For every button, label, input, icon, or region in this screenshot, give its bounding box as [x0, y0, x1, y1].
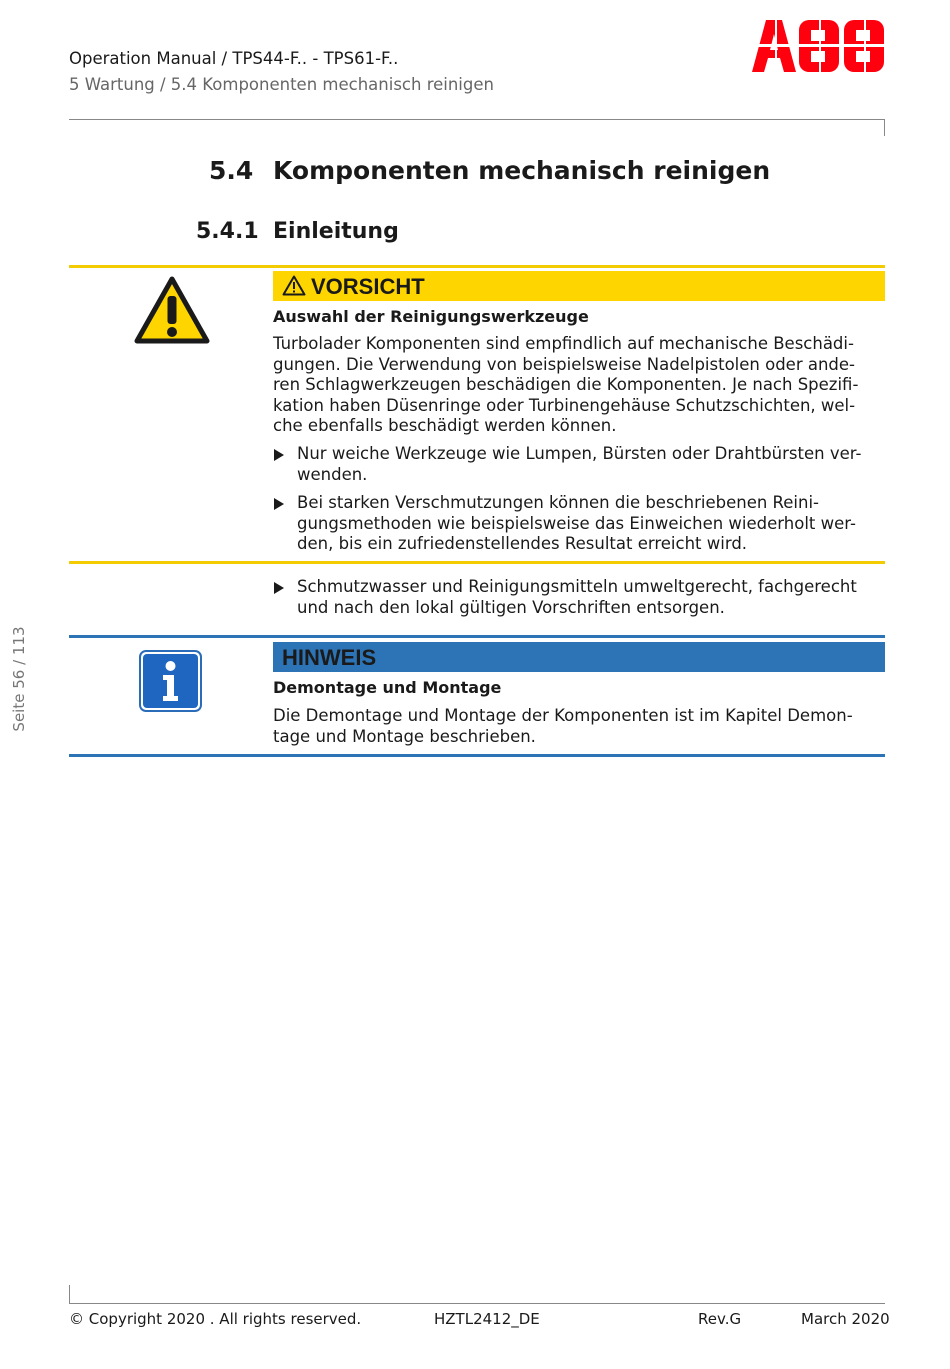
bullet-line: den, bis ein zufriedenstellendes Resultat erreicht wird. — [297, 534, 748, 553]
bullet-arrow-icon — [274, 449, 284, 461]
instruction-step — [273, 577, 885, 619]
warning-triangle-icon — [134, 276, 210, 348]
caution-body-line: che ebenfalls beschädigt werden können. — [273, 416, 617, 435]
bullet-line: Bei starken Verschmutzungen können die beschriebenen Reini- — [297, 493, 819, 512]
caution-signal-word: VORSICHT — [311, 274, 425, 299]
section-number: 5.4 — [209, 156, 254, 185]
caution-bullet — [273, 444, 885, 486]
note-body — [273, 706, 873, 747]
note-heading: Demontage und Montage — [273, 678, 502, 697]
caution-top-rule — [69, 265, 885, 268]
instruction-line: Schmutzwasser und Reinigungsmitteln umweltgerecht, fachgerecht — [297, 577, 857, 596]
page-number: Seite 56 / 113 — [10, 626, 28, 732]
bullet-line: Nur weiche Werkzeuge wie Lumpen, Bürsten oder Drahtbürsten ver- — [297, 444, 862, 463]
note-body-line: Die Demontage und Montage der Komponenten ist im Kapitel Demon- — [273, 706, 853, 725]
abb-logo-graphic — [752, 20, 886, 72]
note-signal-word: HINWEIS — [282, 645, 377, 670]
section-title: Komponenten mechanisch reinigen — [273, 156, 771, 185]
caution-body-line: Turbolader Komponenten sind empfindlich auf mechanische Beschädi- — [273, 334, 854, 353]
header-rule-tick — [884, 119, 885, 136]
footer-doc-id: HZTL2412_DE — [434, 1310, 540, 1328]
caution-bottom-rule — [69, 561, 885, 564]
caution-signal-bar — [273, 271, 885, 301]
subsection-number: 5.4.1 — [196, 219, 259, 244]
info-icon — [139, 650, 202, 716]
bullet-line: gungsmethoden wie beispielsweise das Einweichen wiederholt wer- — [297, 513, 856, 533]
caution-body-line: kation haben Düsenringe oder Turbinengehäuse Schutzschichten, wel- — [273, 395, 856, 415]
bullet-arrow-icon — [274, 582, 284, 594]
bullet-arrow-icon — [274, 498, 284, 510]
bullet-line: wenden. — [297, 464, 368, 484]
document-title: Operation Manual / TPS44-F.. - TPS61-F.. — [69, 49, 399, 68]
footer-copyright: © Copyright 2020 . All rights reserved. — [69, 1310, 362, 1328]
abb-logo — [752, 20, 886, 76]
caution-heading: Auswahl der Reinigungswerkzeuge — [273, 307, 589, 326]
breadcrumb: 5 Wartung / 5.4 Komponenten mechanisch reinigen — [69, 75, 494, 94]
footer-date: March 2020 — [801, 1310, 890, 1328]
footer-rule-tick — [69, 1285, 70, 1303]
note-signal-bar — [273, 642, 885, 672]
caution-body — [273, 334, 873, 437]
caution-body-line: gungen. Die Verwendung von beispielsweise Nadelpistolen oder ande- — [273, 354, 855, 374]
caution-bullet — [273, 493, 885, 555]
note-bottom-rule — [69, 754, 885, 757]
footer-revision: Rev.G — [698, 1310, 742, 1328]
small-warning-icon — [282, 275, 306, 296]
caution-body-line: ren Schlagwerkzeugen beschädigen die Komponenten. Je nach Spezifi- — [273, 375, 859, 394]
note-top-rule — [69, 635, 885, 638]
header-rule — [69, 119, 885, 120]
subsection-title: Einleitung — [273, 219, 399, 244]
footer-rule — [69, 1303, 885, 1304]
instruction-line: und nach den lokal gültigen Vorschriften entsorgen. — [297, 597, 725, 617]
note-body-line: tage und Montage beschrieben. — [273, 726, 536, 746]
